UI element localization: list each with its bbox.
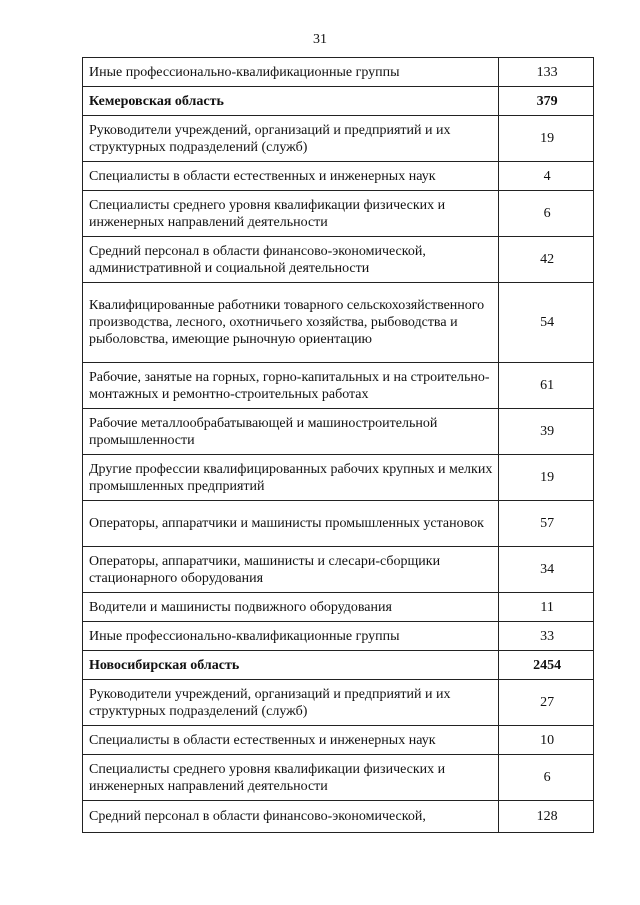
row-label: Специалисты в области естественных и инженерных наук: [83, 726, 499, 755]
table-row-region: [83, 87, 594, 116]
row-label: Квалифицированные работники товарного сельскохозяйственного производства, лесного, охотничьего хозяйства, рыбоводства и рыболовства, имеющие рыночную ориентацию: [83, 283, 499, 363]
row-value: 27: [499, 680, 594, 726]
table-row: [83, 162, 594, 191]
table-row: [83, 237, 594, 283]
row-label: Операторы, аппаратчики и машинисты промышленных установок: [83, 501, 499, 547]
table-row: [83, 58, 594, 87]
region-value: 379: [499, 87, 594, 116]
table-row: [83, 116, 594, 162]
table-row: [83, 593, 594, 622]
row-value: 42: [499, 237, 594, 283]
row-value: 39: [499, 409, 594, 455]
row-value: 19: [499, 116, 594, 162]
row-label: Рабочие металлообрабатывающей и машиностроительной промышленности: [83, 409, 499, 455]
row-value: 54: [499, 283, 594, 363]
row-value: 19: [499, 455, 594, 501]
row-value: 61: [499, 363, 594, 409]
table-row: [83, 501, 594, 547]
table-row: [83, 622, 594, 651]
region-label: Кемеровская область: [83, 87, 499, 116]
region-value: 2454: [499, 651, 594, 680]
row-label: Операторы, аппаратчики, машинисты и слесари-сборщики стационарного оборудования: [83, 547, 499, 593]
row-value: 6: [499, 191, 594, 237]
row-value: 57: [499, 501, 594, 547]
row-label: Специалисты среднего уровня квалификации физических и инженерных направлений деятельности: [83, 191, 499, 237]
row-label: Рабочие, занятые на горных, горно-капитальных и на строительно-монтажных и ремонтно-строительных работах: [83, 363, 499, 409]
table-row: [83, 409, 594, 455]
page-number: 31: [313, 32, 327, 47]
row-label: Средний персонал в области финансово-экономической,: [83, 801, 499, 833]
row-label: Специалисты среднего уровня квалификации физических и инженерных направлений деятельности: [83, 755, 499, 801]
row-label: Специалисты в области естественных и инженерных наук: [83, 162, 499, 191]
row-label: Водители и машинисты подвижного оборудования: [83, 593, 499, 622]
row-value: 34: [499, 547, 594, 593]
table-row: [83, 191, 594, 237]
table-row: [83, 680, 594, 726]
row-label: Другие профессии квалифицированных рабочих крупных и мелких промышленных предприятий: [83, 455, 499, 501]
row-value: 128: [499, 801, 594, 833]
region-label: Новосибирская область: [83, 651, 499, 680]
row-value: 10: [499, 726, 594, 755]
row-value: 11: [499, 593, 594, 622]
table-row: [83, 801, 594, 833]
row-label: Руководители учреждений, организаций и предприятий и их структурных подразделений (служб): [83, 116, 499, 162]
occupation-table: [82, 57, 594, 833]
table-row: [83, 726, 594, 755]
row-label: Средний персонал в области финансово-экономической, административной и социальной деятельности: [83, 237, 499, 283]
table-row-region: [83, 651, 594, 680]
table-row: [83, 755, 594, 801]
table-row: [83, 455, 594, 501]
row-label: Иные профессионально-квалификационные группы: [83, 58, 499, 87]
row-value: 4: [499, 162, 594, 191]
row-label: Руководители учреждений, организаций и предприятий и их структурных подразделений (служб): [83, 680, 499, 726]
row-value: 33: [499, 622, 594, 651]
table-row: [83, 547, 594, 593]
table-row: [83, 283, 594, 363]
row-value: 133: [499, 58, 594, 87]
row-label: Иные профессионально-квалификационные группы: [83, 622, 499, 651]
table-row: [83, 363, 594, 409]
row-value: 6: [499, 755, 594, 801]
